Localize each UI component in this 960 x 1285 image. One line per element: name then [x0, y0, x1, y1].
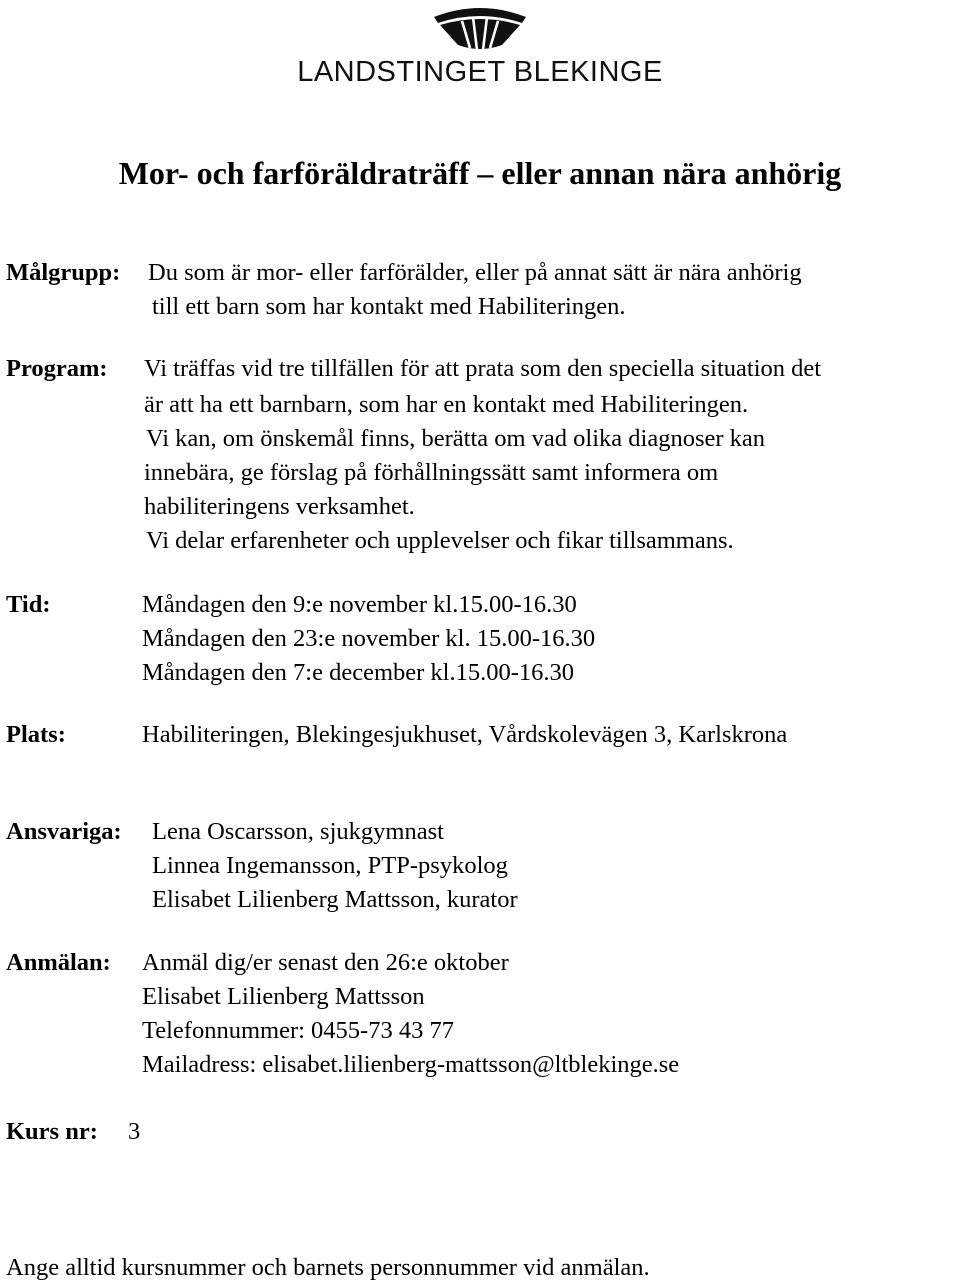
plats-label: Plats: — [6, 721, 66, 748]
ansvariga-line: Linnea Ingemansson, PTP-psykolog — [152, 852, 508, 879]
malgrupp-line: till ett barn som har kontakt med Habiliteringen. — [152, 293, 626, 320]
program-label: Program: — [6, 355, 108, 382]
logo-wordmark: LANDSTINGET BLEKINGE — [297, 56, 663, 88]
anmalan-line: Telefonnummer: 0455-73 43 77 — [142, 1017, 454, 1044]
anmalan-line: Anmäl dig/er senast den 26:e oktober — [142, 949, 509, 976]
ansvariga-label: Ansvariga: — [6, 818, 122, 845]
footer-note: Ange alltid kursnummer och barnets personnummer vid anmälan. — [6, 1254, 650, 1281]
page-title: Mor- och farföräldraträff – eller annan nära anhörig — [118, 155, 842, 191]
malgrupp-line: Du som är mor- eller farförälder, eller på annat sätt är nära anhörig — [148, 259, 802, 286]
program-line: Vi delar erfarenheter och upplevelser och fikar tillsammans. — [146, 527, 734, 554]
program-line: habiliteringens verksamhet. — [144, 493, 415, 520]
program-line: är att ha ett barnbarn, som har en kontakt med Habiliteringen. — [144, 391, 749, 418]
kurs-value: 3 — [128, 1118, 141, 1145]
anmalan-label: Anmälan: — [6, 949, 111, 976]
anmalan-line: Elisabet Lilienberg Mattsson — [142, 983, 425, 1010]
tid-line: Måndagen den 7:e december kl.15.00-16.30 — [142, 659, 575, 686]
organization-logo — [0, 0, 960, 95]
anmalan-email-line: Mailadress: elisabet.lilienberg-mattsson@ltblekinge.se — [142, 1051, 680, 1078]
logo-emblem-icon — [432, 3, 528, 53]
malgrupp-label: Målgrupp: — [6, 259, 121, 286]
plats-value: Habiliteringen, Blekingesjukhuset, Vårdskolevägen 3, Karlskrona — [142, 721, 788, 748]
tid-label: Tid: — [6, 591, 51, 618]
tid-line: Måndagen den 9:e november kl.15.00-16.30 — [142, 591, 577, 618]
program-line: innebära, ge förslag på förhållningssätt samt informera om — [144, 459, 719, 486]
kurs-label: Kurs nr: — [6, 1118, 98, 1145]
program-line: Vi kan, om önskemål finns, berätta om vad olika diagnoser kan — [146, 425, 766, 452]
program-line: Vi träffas vid tre tillfällen för att prata som den speciella situation det — [144, 355, 822, 382]
tid-line: Måndagen den 23:e november kl. 15.00-16.30 — [142, 625, 596, 652]
ansvariga-line: Lena Oscarsson, sjukgymnast — [152, 818, 444, 845]
ansvariga-line: Elisabet Lilienberg Mattsson, kurator — [152, 886, 518, 913]
